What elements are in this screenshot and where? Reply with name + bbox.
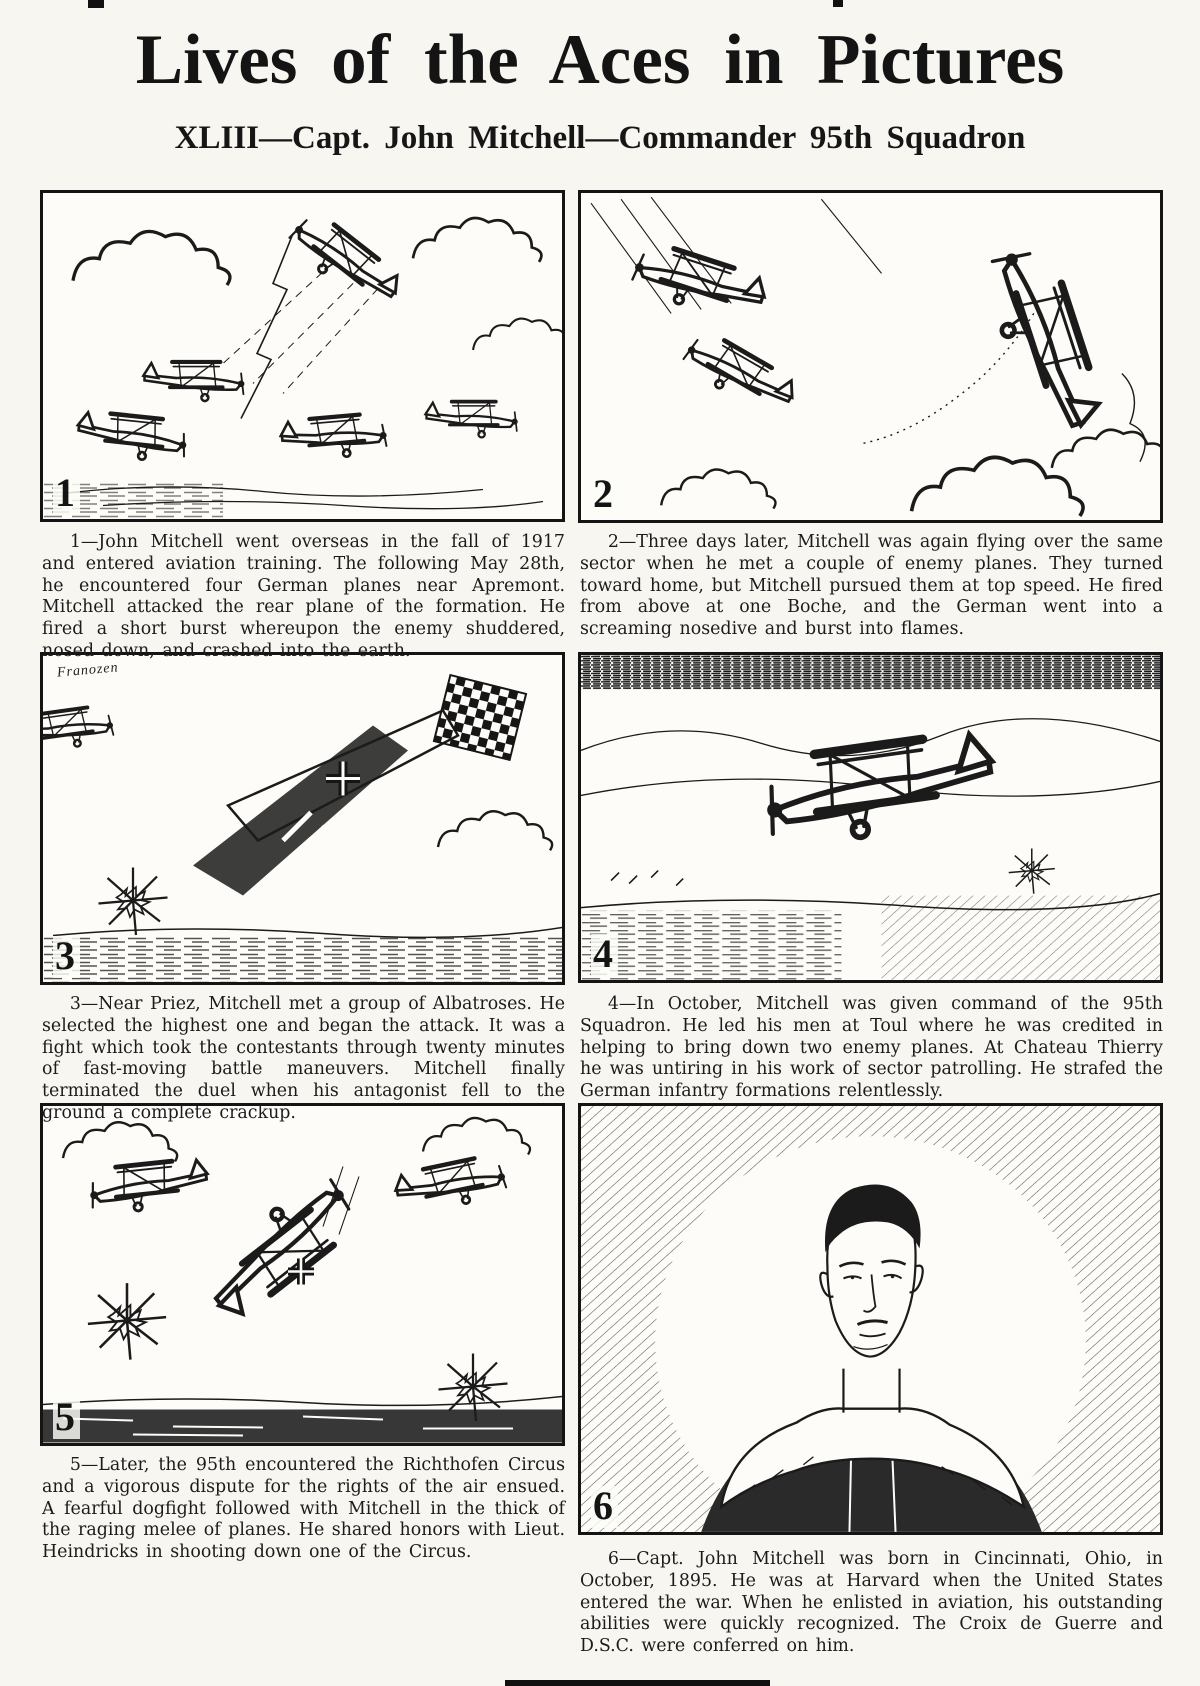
smoke-cloud bbox=[438, 811, 552, 850]
biplane-sketch bbox=[280, 413, 388, 463]
sky-band bbox=[581, 655, 1160, 689]
biplane-sketch bbox=[89, 1158, 211, 1216]
cloud-sketch bbox=[473, 319, 562, 353]
scan-speck bbox=[833, 0, 843, 7]
scan-artifact-bar bbox=[505, 1680, 770, 1686]
panel-4-patrol-illustration bbox=[578, 652, 1163, 983]
panel-5-melee-illustration bbox=[40, 1103, 565, 1446]
caption-panel-4: 4—In October, Mitchell was given command of the 95th Squadron. He led his men at Toul where he was credited in helping to bring down two enemy planes. At Chateau Thierry he was untiring in his work of sector patrolling. He strafed the German infantry formations relentlessly. bbox=[580, 994, 1163, 1101]
panel-number: 3 bbox=[53, 936, 80, 978]
cloud-sketch bbox=[661, 469, 775, 508]
ground-hatch bbox=[581, 911, 841, 980]
panel-number: 2 bbox=[591, 474, 618, 516]
caption-panel-1: 1—John Mitchell went overseas in the fall of 1917 and entered aviation training. The following May 28th, he encountered four German planes near Apremont. Mitchell attacked the rear plane of the formation. He fired a short burst whereupon the enemy shuddered, nosed down, and crashed into the earth. bbox=[42, 532, 565, 661]
smoke-plume bbox=[1122, 374, 1145, 462]
biplane-sketch bbox=[285, 208, 406, 316]
cloud-sketch bbox=[73, 231, 230, 285]
cloud-sketch bbox=[63, 1122, 177, 1161]
cloud-sketch bbox=[912, 457, 1083, 516]
explosion-burst bbox=[88, 1283, 166, 1360]
falling-fokker-sketch bbox=[193, 1167, 363, 1324]
biplane-sketch bbox=[75, 410, 188, 464]
artist-signature: Franozen bbox=[56, 660, 120, 681]
panel-5-artwork bbox=[43, 1106, 562, 1443]
smoke-trail bbox=[861, 313, 1033, 443]
panel-3-crash-illustration bbox=[40, 652, 565, 985]
panel-number: 6 bbox=[591, 1486, 618, 1528]
panel-6-portrait-illustration bbox=[578, 1103, 1163, 1535]
page-subtitle: XLIII—Capt. John Mitchell—Commander 95th Squadron bbox=[174, 120, 1026, 156]
biplane-sketch bbox=[630, 239, 770, 328]
crashing-albatros-sketch bbox=[193, 675, 526, 895]
panel-4-artwork bbox=[581, 655, 1160, 980]
biplane-sketch bbox=[143, 362, 243, 401]
ground-hatch bbox=[43, 936, 562, 982]
lightning-sketch bbox=[241, 234, 293, 419]
panel-number: 4 bbox=[591, 934, 618, 976]
biplane-sketch bbox=[425, 402, 516, 438]
panel-number: 1 bbox=[53, 473, 80, 515]
panel-1-artwork bbox=[43, 193, 562, 519]
ground-hatch-diagonal bbox=[882, 896, 1160, 980]
panel-1-dogfight-illustration bbox=[40, 190, 565, 522]
caption-panel-6: 6—Capt. John Mitchell was born in Cincinnati, Ohio, in October, 1895. He was at Harvard when the United States entered the war. When he enlisted in aviation, his outstanding abilities were quickly recognized. The Croix de Guerre and D.S.C. were conferred on him. bbox=[580, 1549, 1163, 1656]
panel-number: 5 bbox=[53, 1397, 80, 1439]
panel-2-artwork bbox=[581, 193, 1160, 520]
caption-panel-5: 5—Later, the 95th encountered the Richthofen Circus and a vigorous dispute for the rights of the air ensued. A fearful dogfight followed with Mitchell in the thick of the raging melee of planes. He shared honors with Lieut. Heindricks in shooting down one of the Circus. bbox=[42, 1455, 565, 1562]
caption-panel-2: 2—Three days later, Mitchell was again flying over the same sector when he met a couple of enemy planes. They turned toward home, but Mitchell pursued them at top speed. He fired from above at one Boche, and the German went into a screaming nosedive and burst into flames. bbox=[580, 532, 1163, 639]
caption-panel-3: 3—Near Priez, Mitchell met a group of Albatroses. He selected the highest one and began the attack. It was a fight which took the contestants through twenty minutes of fast-moving battle maneuvers. Mitchell finally terminated the duel when his antagonist fell to the ground a complete crackup. bbox=[42, 994, 565, 1123]
page-title: Lives of the Aces in Pictures bbox=[135, 21, 1065, 99]
ground-fire-burst bbox=[1009, 849, 1055, 894]
panel-2-pursuit-illustration bbox=[578, 190, 1163, 523]
cloud-sketch bbox=[413, 218, 541, 262]
biplane-sketch bbox=[680, 327, 800, 422]
village-marks bbox=[611, 871, 683, 886]
biplane-sketch bbox=[393, 1153, 508, 1217]
dark-ground bbox=[43, 1410, 562, 1443]
biplane-sketch bbox=[980, 243, 1105, 439]
biplane-sketch bbox=[43, 704, 114, 754]
splash-burst bbox=[99, 868, 168, 936]
panel-3-artwork bbox=[43, 655, 562, 982]
panel-6-artwork bbox=[581, 1106, 1160, 1532]
scan-speck bbox=[88, 0, 104, 8]
spad-biplane-sketch bbox=[763, 730, 1000, 849]
